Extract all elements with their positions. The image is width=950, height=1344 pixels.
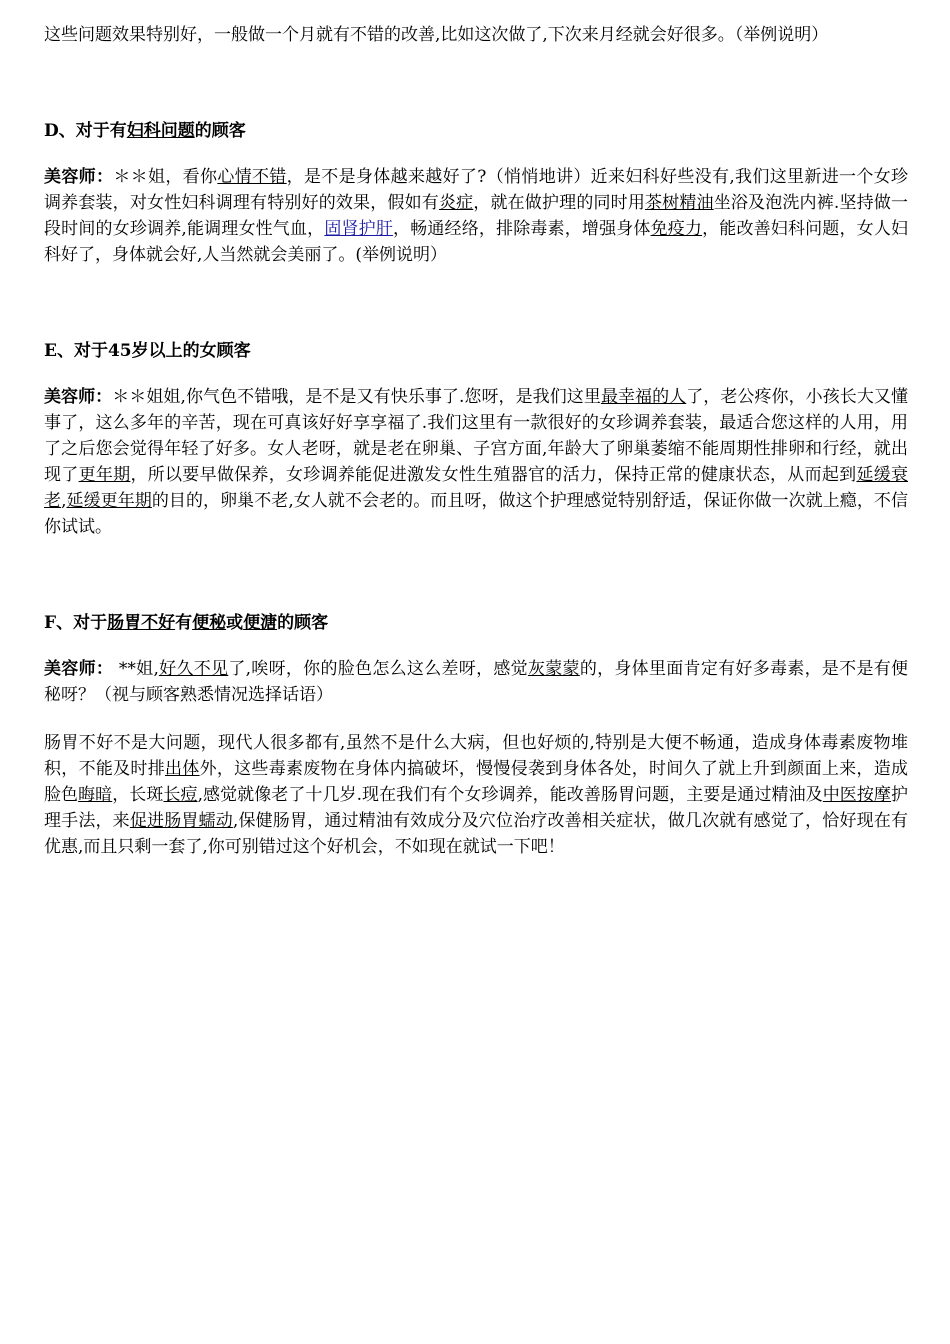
section-e-paragraph — [44, 384, 908, 540]
section-f-heading-underlined-3: 便溏 — [243, 613, 278, 633]
section-f-heading — [44, 610, 908, 636]
section-f-heading-mid-2: 或 — [226, 613, 244, 633]
section-d-text-6: ，能改善妇科问题，女人妇科好了，身体就会好,人当然就会美丽了。(举例说明） — [44, 219, 908, 265]
section-e-text-1: ＊＊姐姐,你气色不错哦，是不是又有快乐事了.您呀，是我们这里 — [112, 387, 601, 407]
section-d-heading — [44, 118, 908, 144]
section-e-underlined-1: 最幸福的人 — [600, 387, 687, 407]
section-d-text-2: ，是不是身体越来越好了?（悄悄地讲）近来妇科好些没有,我们这里新进一个女珍调养套装，对女性妇科调理有特别好的效果，假如有 — [44, 167, 909, 213]
section-d-speaker-label: 美容师： — [44, 167, 114, 187]
section-d-paragraph — [44, 164, 908, 268]
section-f-paragraph-2 — [44, 730, 908, 860]
section-f-body-2: 外，这些毒素废物在身体内搞破坏，慢慢侵袭到身体各处，时间久了就上升到颜面上来，造成脸色 — [44, 759, 909, 805]
document-page — [44, 22, 908, 860]
section-f-body-5: 护理手法，来 — [44, 785, 908, 831]
section-d-heading-prefix: D、对于有 — [44, 121, 127, 141]
section-d-text-5: ，畅通经络，排除毒素，增强身体 — [393, 219, 651, 239]
section-f-body-1: 肠胃不好不是大问题，现代人很多都有,虽然不是什么大病，但也好烦的,特别是大便不畅通，造成身体毒素废物堆积，不能及时排 — [44, 733, 908, 779]
section-e-text-5: 的目的，卵巢不老,女人就不会老的。而且呀，做这个护理感觉特别舒适，保证你做一次就上瘾，不信你试试。 — [44, 491, 908, 537]
section-f-text-1: **姐, — [113, 659, 159, 679]
section-f-body-3: ，长斑 — [112, 785, 164, 805]
section-f-paragraph-1 — [44, 656, 908, 708]
section-e-underlined-3: 延缓衰老 — [44, 465, 909, 511]
section-d-link-1[interactable]: 固肾护肝 — [324, 219, 394, 239]
section-e-heading-text: E、对于45岁以上的女顾客 — [44, 341, 251, 361]
section-f-body-underlined-2: 晦暗 — [78, 785, 113, 805]
section-f-body-underlined-3: 长痘 — [163, 785, 198, 805]
section-e-underlined-2: 更年期 — [78, 465, 131, 485]
section-d-heading-suffix: 的顾客 — [194, 121, 246, 141]
section-f-text-3: 的，身体里面肯定有好多毒素，是不是有便秘呀？（视与顾客熟悉情况选择话语） — [44, 659, 909, 705]
section-d-underlined-1: 心情不错 — [217, 167, 287, 187]
section-e-speaker-label: 美容师： — [44, 387, 113, 407]
section-f-body-underlined-1: 出体 — [165, 759, 200, 779]
section-d-text-3: ，就在做护理的同时用 — [473, 193, 646, 213]
section-f-heading-mid-1: 有 — [175, 613, 193, 633]
section-f-heading-suffix: 的顾客 — [277, 613, 329, 633]
section-d-text-4: 坐浴及泡洗内裤.坚持做一段时间的女珍调养,能调理女性气血， — [44, 193, 908, 239]
section-f-heading-underlined-2: 便秘 — [192, 613, 227, 633]
section-d-text-1: ＊＊姐，看你 — [113, 167, 218, 187]
section-d-heading-underlined: 妇科问题 — [126, 121, 195, 141]
section-e-text-3: ，所以要早做保养，女珍调养能促进激发女性生殖器官的活力，保持正常的健康状态，从而起到 — [130, 465, 857, 485]
section-f-body-4: ,感觉就像老了十几岁.现在我们有个女珍调养，能改善肠胃问题，主要是通过精油及 — [197, 785, 823, 805]
section-d-underlined-2: 炎症 — [438, 193, 474, 213]
section-d-underlined-3: 茶树精油 — [645, 193, 714, 213]
section-e-underlined-4: 延缓更年期 — [66, 491, 152, 511]
section-d-underlined-4: 免疫力 — [650, 219, 703, 239]
section-f-text-2: 了,唉呀，你的脸色怎么这么差呀，感觉 — [228, 659, 528, 679]
intro-text: 这些问题效果特别好，一般做一个月就有不错的改善,比如这次做了,下次来月经就会好很多。（举例说明） — [44, 25, 829, 45]
section-e-text-4: , — [61, 491, 67, 511]
intro-paragraph — [44, 22, 908, 48]
section-e-heading — [44, 338, 908, 364]
section-f-speaker-label: 美容师： — [44, 659, 114, 679]
section-e-text-2: 了，老公疼你，小孩长大又懂事了，这么多年的辛苦，现在可真该好好享享福了.我们这里有一款很好的女珍调养套装，最适合您这样的人用，用了之后您会觉得年轻了好多。女人老呀，就是老在卵巢、子宫方面,年龄大了卵巢萎缩不能周期性排卵和行经，就出现了 — [44, 387, 908, 485]
section-f-body-underlined-5: 促进肠胃蠕动 — [129, 811, 233, 831]
section-f-underlined-2: 灰蒙蒙 — [527, 659, 580, 679]
section-f-heading-prefix: F、对于 — [44, 613, 108, 633]
section-f-body-6: ,保健肠胃，通过精油有效成分及穴位治疗改善相关症状，做几次就有感觉了，恰好现在有优惠,而且只剩一套了,你可别错过这个好机会，不如现在就试一下吧！ — [44, 811, 908, 857]
section-f-body-underlined-4: 中医按摩 — [822, 785, 891, 805]
section-f-heading-underlined-1: 肠胃不好 — [107, 613, 176, 633]
section-f-underlined-1: 好久不见 — [158, 659, 229, 679]
